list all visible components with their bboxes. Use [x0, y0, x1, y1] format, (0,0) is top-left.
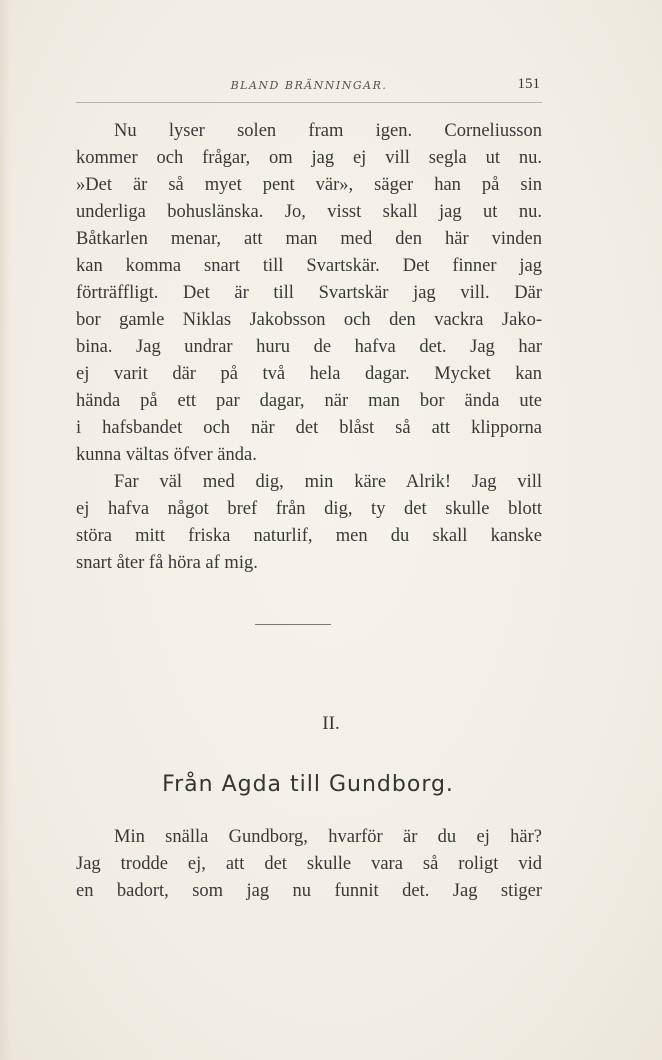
text-line: snart åter få höra af mig.	[76, 553, 258, 573]
text-line: kunna vältas öfver ända.	[76, 445, 257, 465]
text-line: Far väl med dig, min käre Alrik! Jag vill	[114, 472, 542, 492]
text-line: Min snälla Gundborg, hvarför är du ej här?	[114, 827, 542, 847]
chapter-numeral: II.	[322, 713, 340, 734]
page-gutter-shadow	[0, 0, 10, 1060]
text-line: Nu lyser solen fram igen. Corneliusson	[114, 121, 542, 141]
text-line: ej hafva något bref från dig, ty det skulle blott	[76, 499, 542, 519]
text-line: Båtkarlen menar, att man med den här vinden	[76, 229, 542, 249]
page-number: 151	[517, 76, 540, 92]
section-divider	[255, 624, 331, 625]
text-line: Jag trodde ej, att det skulle vara så roligt vid	[76, 854, 542, 874]
text-line: bina. Jag undrar huru de hafva det. Jag har	[76, 337, 542, 357]
text-line: underliga bohuslänska. Jo, visst skall jag ut nu.	[76, 202, 542, 222]
letter-body-section-1	[76, 118, 542, 577]
text-line: ej varit där på två hela dagar. Mycket kan	[76, 364, 542, 384]
text-line: i hafsbandet och när det blåst så att klipporna	[76, 418, 542, 438]
letter-body-section-2	[76, 824, 542, 905]
text-line: »Det är så myet pent vär», säger han på sin	[76, 175, 542, 195]
text-line: hända på ett par dagar, när man bor ända ute	[76, 391, 542, 411]
text-line: bor gamle Niklas Jakobsson och den vackra Jako-	[76, 310, 542, 330]
text-line: störa mitt friska naturlif, men du skall kanske	[76, 526, 542, 546]
text-line: en badort, som jag nu funnit det. Jag stiger	[76, 881, 542, 901]
page-header	[76, 76, 542, 103]
text-line: kommer och frågar, om jag ej vill segla ut nu.	[76, 148, 542, 168]
letter-title: Från Agda till Gundborg.	[162, 772, 454, 797]
running-head: BLAND BRÄNNINGAR.	[230, 79, 388, 92]
text-line: kan komma snart till Svartskär. Det finner jag	[76, 256, 542, 276]
text-line: förträffligt. Det är till Svartskär jag vill. Där	[76, 283, 542, 303]
